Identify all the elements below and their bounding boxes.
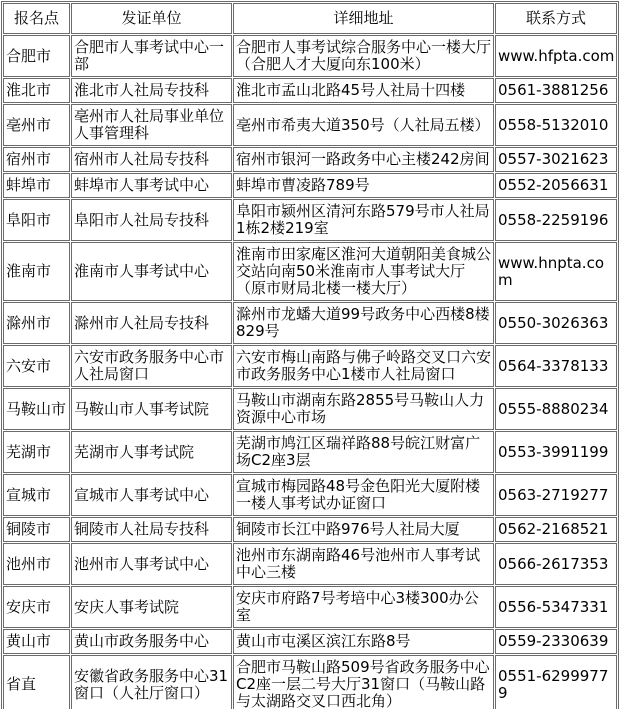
cell-site: 芜湖市	[3, 431, 70, 473]
table-row	[3, 242, 617, 301]
cell-contact: www.hfpta.com	[495, 35, 617, 77]
table-row	[3, 35, 617, 77]
cell-address: 滁州市龙蟠大道99号政务中心西楼8楼829号	[233, 302, 494, 344]
cell-site: 淮南市	[3, 242, 70, 301]
cell-issuer: 滁州市人社局专技科	[71, 302, 232, 344]
table-row	[3, 474, 617, 516]
cell-contact: 0563-2719277	[495, 474, 617, 516]
cell-site: 阜阳市	[3, 199, 70, 241]
table-row	[3, 302, 617, 344]
contact-table	[1, 1, 619, 709]
cell-address: 安庆市府路7号考培中心3楼300办公室	[233, 586, 494, 628]
cell-contact: 0558-2259196	[495, 199, 617, 241]
column-header-contact: 联系方式	[495, 3, 617, 34]
table-row	[3, 104, 617, 146]
cell-issuer: 池州市人事考试中心	[71, 543, 232, 585]
cell-address: 蚌埠市曹凌路789号	[233, 173, 494, 198]
cell-contact: www.hnpta.com	[495, 242, 617, 301]
cell-address: 铜陵市长江中路976号人社局大厦	[233, 517, 494, 542]
cell-contact: 0552-2056631	[495, 173, 617, 198]
table-row	[3, 431, 617, 473]
cell-issuer: 阜阳市人社局专技科	[71, 199, 232, 241]
cell-issuer: 芜湖市人事考试院	[71, 431, 232, 473]
cell-site: 黄山市	[3, 629, 70, 654]
cell-contact: 0559-2330639	[495, 629, 617, 654]
cell-site: 安庆市	[3, 586, 70, 628]
table-row	[3, 78, 617, 103]
cell-site: 合肥市	[3, 35, 70, 77]
cell-site: 滁州市	[3, 302, 70, 344]
cell-site: 池州市	[3, 543, 70, 585]
cell-site: 宿州市	[3, 147, 70, 172]
cell-issuer: 亳州市人社局事业单位人事管理科	[71, 104, 232, 146]
cell-issuer: 宣城市人事考试中心	[71, 474, 232, 516]
table-row	[3, 655, 617, 709]
cell-contact: 0555-8880234	[495, 388, 617, 430]
cell-address: 合肥市马鞍山路509号省政务服务中心C2座一层二号大厅31窗口（马鞍山路与太湖路交叉口西北角）	[233, 655, 494, 709]
cell-address: 亳州市希夷大道350号（人社局五楼）	[233, 104, 494, 146]
cell-issuer: 淮南市人事考试中心	[71, 242, 232, 301]
cell-issuer: 淮北市人社局专技科	[71, 78, 232, 103]
table-row	[3, 629, 617, 654]
cell-site: 铜陵市	[3, 517, 70, 542]
cell-issuer: 马鞍山市人事考试院	[71, 388, 232, 430]
header-row	[3, 3, 617, 34]
table-row	[3, 543, 617, 585]
cell-contact: 0566-2617353	[495, 543, 617, 585]
cell-issuer: 六安市政务服务中心市人社局窗口	[71, 345, 232, 387]
cell-site: 宣城市	[3, 474, 70, 516]
cell-address: 黄山市屯溪区滨江东路8号	[233, 629, 494, 654]
table-row	[3, 517, 617, 542]
cell-site: 六安市	[3, 345, 70, 387]
cell-contact: 0556-5347331	[495, 586, 617, 628]
cell-contact: 0551-62999779	[495, 655, 617, 709]
table-row	[3, 586, 617, 628]
table-row	[3, 199, 617, 241]
cell-contact: 0564-3378133	[495, 345, 617, 387]
cell-address: 合肥市人事考试综合服务中心一楼大厅（合肥人才大厦向东100米）	[233, 35, 494, 77]
cell-contact: 0558-5132010	[495, 104, 617, 146]
table-row	[3, 173, 617, 198]
cell-contact: 0562-2168521	[495, 517, 617, 542]
cell-address: 宿州市银河一路政务中心主楼242房间	[233, 147, 494, 172]
cell-issuer: 合肥市人事考试中心一部	[71, 35, 232, 77]
cell-issuer: 宿州市人社局专技科	[71, 147, 232, 172]
cell-address: 池州市东湖南路46号池州市人事考试中心三楼	[233, 543, 494, 585]
cell-issuer: 安徽省政务服务中心31窗口（人社厅窗口）	[71, 655, 232, 709]
cell-site: 蚌埠市	[3, 173, 70, 198]
cell-address: 宣城市梅园路48号金色阳光大厦附楼一楼人事考试办证窗口	[233, 474, 494, 516]
cell-address: 六安市梅山南路与佛子岭路交叉口六安市政务服务中心1楼市人社局窗口	[233, 345, 494, 387]
cell-contact: 0557-3021623	[495, 147, 617, 172]
cell-contact: 0553-3991199	[495, 431, 617, 473]
table-row	[3, 147, 617, 172]
cell-contact: 0550-3026363	[495, 302, 617, 344]
cell-site: 马鞍山市	[3, 388, 70, 430]
cell-address: 马鞍山市湖南东路2855号马鞍山人力资源中心市场	[233, 388, 494, 430]
table-row	[3, 345, 617, 387]
cell-site: 省直	[3, 655, 70, 709]
cell-address: 淮南市田家庵区淮河大道朝阳美食城公交站向南50米淮南市人事考试大厅（原市财局北楼一楼大厅）	[233, 242, 494, 301]
column-header-issuer: 发证单位	[71, 3, 232, 34]
cell-address: 淮北市孟山北路45号人社局十四楼	[233, 78, 494, 103]
cell-site: 淮北市	[3, 78, 70, 103]
table-row	[3, 388, 617, 430]
cell-address: 阜阳市颍州区清河东路579号市人社局1栋2楼219室	[233, 199, 494, 241]
cell-issuer: 铜陵市人社局专技科	[71, 517, 232, 542]
cell-issuer: 黄山市政务服务中心	[71, 629, 232, 654]
column-header-address: 详细地址	[233, 3, 494, 34]
cell-address: 芜湖市鸠江区瑞祥路88号皖江财富广场C2座3层	[233, 431, 494, 473]
column-header-site: 报名点	[3, 3, 70, 34]
cell-issuer: 安庆人事考试院	[71, 586, 232, 628]
cell-site: 亳州市	[3, 104, 70, 146]
cell-contact: 0561-3881256	[495, 78, 617, 103]
cell-issuer: 蚌埠市人事考试中心	[71, 173, 232, 198]
